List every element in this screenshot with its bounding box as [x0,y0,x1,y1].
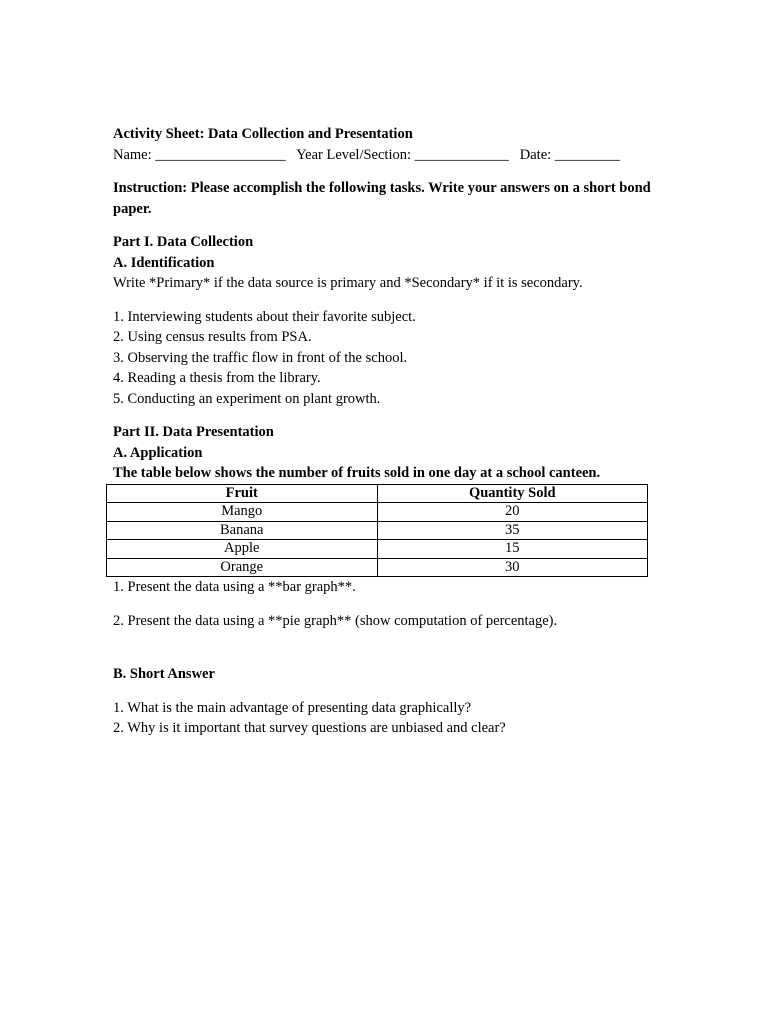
part2-heading: Part II. Data Presentation [113,424,274,440]
table-cell: 15 [377,540,648,559]
list-item: 2. Why is it important that survey questions are unbiased and clear? [113,720,506,736]
fruit-sales-table [106,484,648,578]
table-row [107,521,648,540]
table-cell: Apple [107,540,378,559]
table-cell: 20 [377,503,648,522]
instruction-text: Instruction: Please accomplish the following tasks. Write your answers on a short bond paper. [113,180,651,217]
table-cell: 30 [377,558,648,577]
table-row [107,558,648,577]
table-cell: Mango [107,503,378,522]
document-title: Activity Sheet: Data Collection and Presentation [113,126,413,142]
list-item: 1. Interviewing students about their favorite subject. [113,308,416,325]
list-item: 5. Conducting an experiment on plant growth. [113,390,381,407]
table-header-row [107,484,648,503]
table-row [107,540,648,559]
task-pie-graph: 2. Present the data using a **pie graph** (show computation of percentage). [113,612,558,629]
column-header-fruit: Fruit [107,484,378,503]
list-item: 1. What is the main advantage of presenting data graphically? [113,699,472,716]
column-header-quantity: Quantity Sold [377,484,648,503]
partB-heading: B. Short Answer [113,666,215,682]
part1-heading: Part I. Data Collection [113,234,254,250]
student-info-fields: Name: __________________ Year Level/Section: _____________ Date: _________ [113,146,621,163]
list-item: 2. Using census results from PSA. [113,329,312,345]
list-item: 4. Reading a thesis from the library. [113,370,321,386]
table-row [107,503,648,522]
task-bar-graph: 1. Present the data using a **bar graph**. [113,579,356,595]
table-cell: Banana [107,521,378,540]
table-caption: The table below shows the number of fruits sold in one day at a school canteen. [113,465,601,481]
part1-subheading: A. Identification [113,254,215,271]
list-item: 3. Observing the traffic flow in front of the school. [113,349,408,366]
activity-sheet [113,124,653,739]
short-answer-list [113,698,653,739]
identification-list [113,307,653,410]
table-cell: 35 [377,521,648,540]
table-cell: Orange [107,558,378,577]
part1-directions: Write *Primary* if the data source is primary and *Secondary* if it is secondary. [113,275,583,291]
part2-subheading: A. Application [113,444,203,461]
